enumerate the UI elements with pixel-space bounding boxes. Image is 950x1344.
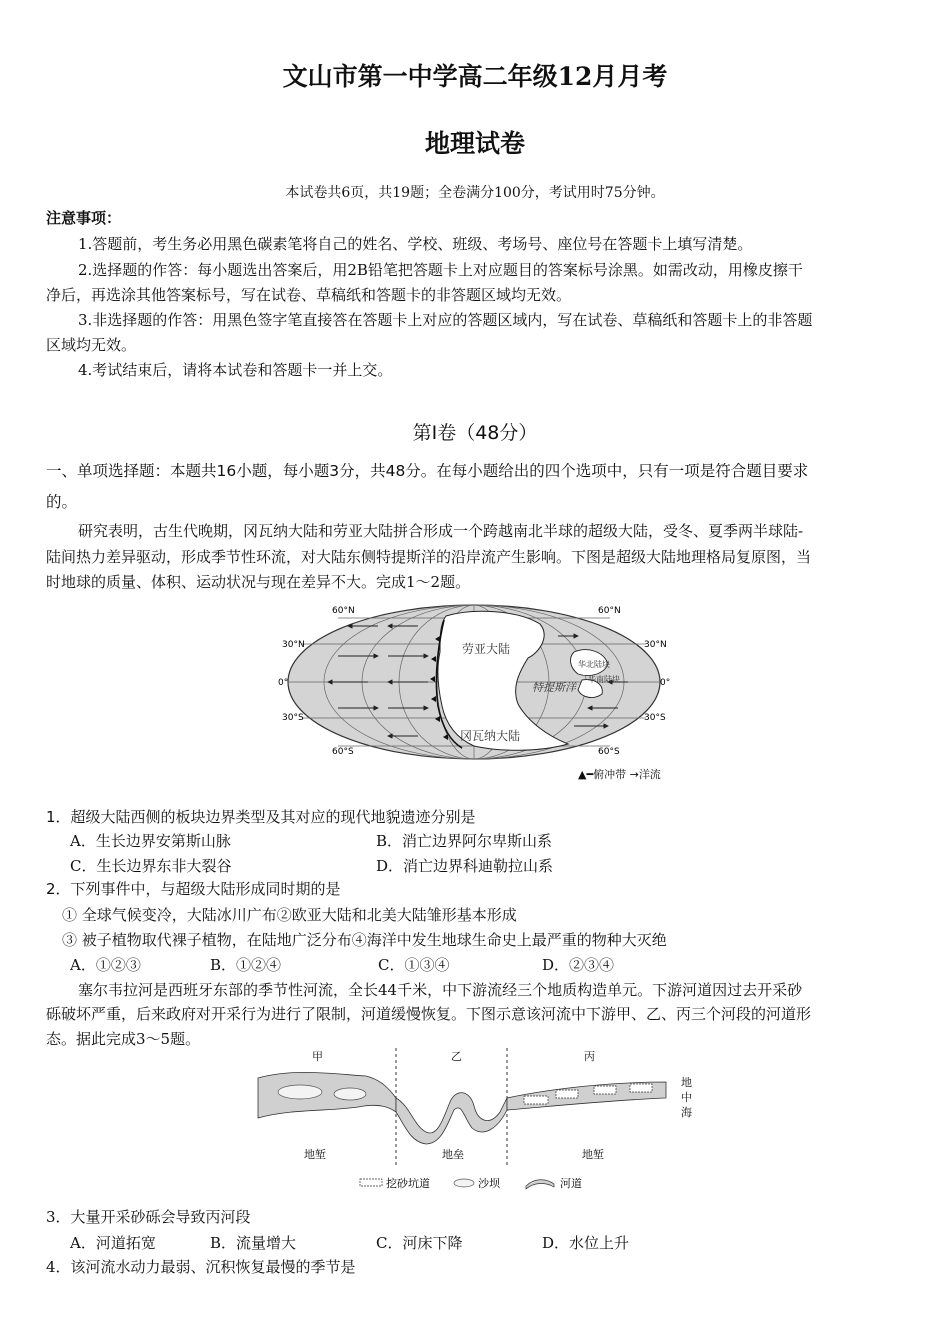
sand-pit [630, 1084, 652, 1092]
notice-item: 净后，再选涂其他答案标号，写在试卷、草稿纸和答题卡的非答题区域均无效。 [46, 286, 572, 304]
laurasia-label: 劳亚大陆 [462, 642, 511, 656]
question-stem: 2．下列事件中，与超级大陆形成同时期的是 [46, 880, 341, 898]
graben-label: 地堑 [304, 1148, 326, 1161]
q3-option-c[interactable]: C．河床下降 [376, 1234, 463, 1252]
q2-option-c[interactable]: C．①③④ [378, 956, 450, 974]
lat-label: 30°S [282, 713, 304, 723]
tethys-label: 特提斯洋 [532, 681, 576, 694]
question-stem: 1．超级大陆西侧的板块边界类型及其对应的现代地貌遗迹分别是 [46, 808, 476, 826]
pit-legend-icon [360, 1179, 382, 1186]
q2-option-d[interactable]: D．②③④ [542, 956, 615, 974]
thrust-legend-label: 俯冲带 [593, 768, 627, 781]
notice-heading: 注意事项： [46, 209, 122, 227]
lat-label: 60°N [332, 606, 355, 616]
lat-label: 0° [660, 678, 670, 688]
lat-label: 60°S [598, 747, 620, 757]
sand-bar [278, 1085, 322, 1099]
bar-legend-label: 沙坝 [478, 1177, 500, 1190]
passage-line: 时地球的质量、体积、运动状况与现在差异不大。完成1～2题。 [46, 573, 471, 591]
graben-label: 地堑 [582, 1148, 604, 1161]
segment-yi-label: 乙 [451, 1050, 462, 1063]
notice-item: 3.非选择题的作答：用黑色签字笔直接答在答题卡上对应的答题区域内，写在试卷、草稿纸和答题卡上的非答题 [78, 311, 813, 329]
lat-label: 0° [278, 678, 289, 688]
lat-label: 30°N [282, 640, 305, 650]
sand-pit [556, 1090, 578, 1098]
sea-label: 中 [681, 1091, 692, 1104]
north-china-label: 华北陆块 [578, 660, 610, 669]
sand-bar [334, 1088, 366, 1100]
passage-line: 态。据此完成3～5题。 [46, 1030, 201, 1048]
passage-line: 塞尔韦拉河是西班牙东部的季节性河流，全长44千米，中下游流经三个地质构造单元。下游河道因过去开采砂 [78, 981, 803, 999]
river-legend-label: 河道 [560, 1177, 582, 1190]
supercontinent-map [278, 596, 670, 760]
current-legend-icon: → [629, 768, 639, 781]
notice-item: 2.选择题的作答：每小题选出答案后，用2B铅笔把答题卡上对应题目的答案标号涂黑。如需改动，用橡皮擦干 [78, 261, 803, 279]
q3-option-d[interactable]: D．水位上升 [542, 1234, 630, 1252]
exam-title: 文山市第一中学高二年级12月月考 [282, 62, 668, 91]
notice-item: 1.答题前，考生务必用黑色碳素笔将自己的姓名、学校、班级、考场号、座位号在答题卡上填写清楚。 [78, 235, 753, 253]
lat-label: 60°N [598, 606, 621, 616]
exam-subtitle: 地理试卷 [424, 129, 525, 158]
sea-label: 地 [681, 1076, 692, 1089]
q2-option-b[interactable]: B．①②④ [210, 956, 282, 974]
segment-bing-label: 丙 [584, 1050, 595, 1063]
sea-label: 海 [681, 1106, 692, 1119]
lat-label: 30°N [644, 640, 667, 650]
river-legend-icon [526, 1180, 554, 1189]
section-title: 第Ⅰ卷（48分） [412, 422, 538, 444]
section-instruction: 一、单项选择题：本题共16小题，每小题3分，共48分。在每小题给出的四个选项中，只有一项是符合题目要求 [46, 462, 809, 480]
current-legend-label: 洋流 [638, 768, 661, 781]
exam-info: 本试卷共6页，共19题；全卷满分100分，考试用时75分钟。 [285, 185, 665, 201]
river-channel-yi [396, 1093, 507, 1144]
south-china-label: 华南陆块 [588, 675, 620, 684]
q1-option-c[interactable]: C．生长边界东非大裂谷 [70, 857, 232, 875]
question-stem: 3．大量开采砂砾会导致丙河段 [46, 1208, 251, 1226]
notice-item: 区域均无效。 [46, 336, 137, 354]
q1-option-d[interactable]: D．消亡边界科迪勒拉山系 [376, 857, 554, 875]
passage-line: 砾破坏严重，后来政府对开采行为进行了限制，河道缓慢恢复。下图示意该河流中下游甲、乙、丙三个河段的河道形 [46, 1005, 812, 1023]
river-channel-diagram [254, 1046, 704, 1196]
segment-jia-label: 甲 [312, 1050, 323, 1063]
gondwana-label: 冈瓦纳大陆 [460, 729, 521, 743]
q2-option-a[interactable]: A．①②③ [70, 956, 141, 974]
sand-pit [594, 1086, 616, 1094]
bar-legend-icon [454, 1179, 474, 1187]
notice-item: 4.考试结束后，请将本试卷和答题卡一并上交。 [78, 361, 393, 379]
q3-option-a[interactable]: A．河道拓宽 [70, 1234, 156, 1252]
pit-legend-label: 挖砂坑道 [386, 1177, 430, 1190]
passage-line: 陆间热力差异驱动，形成季节性环流，对大陆东侧特提斯洋的沿岸流产生影响。下图是超级大陆地理格局复原图，当 [46, 548, 812, 566]
lat-label: 30°S [644, 713, 666, 723]
question-stem: 4．该河流水动力最弱、沉积恢复最慢的季节是 [46, 1258, 356, 1276]
section-instruction: 的。 [46, 493, 78, 511]
thrust-legend-icon: ▲━ [578, 768, 594, 781]
q1-option-a[interactable]: A．生长边界安第斯山脉 [70, 832, 231, 850]
river-channel-jia [258, 1072, 396, 1118]
lat-label: 60°S [332, 747, 354, 757]
q1-option-b[interactable]: B．消亡边界阿尔卑斯山系 [376, 832, 553, 850]
q3-option-b[interactable]: B．流量增大 [210, 1234, 297, 1252]
passage-line: 研究表明，古生代晚期，冈瓦纳大陆和劳亚大陆拼合形成一个跨越南北半球的超级大陆，受冬、夏季两半球陆- [78, 522, 804, 540]
q2-statement: ③ 被子植物取代裸子植物，在陆地广泛分布④海洋中发生地球生命史上最严重的物种大灭绝 [62, 931, 667, 949]
sand-pit [524, 1096, 548, 1104]
q2-statement: ① 全球气候变冷，大陆冰川广布②欧亚大陆和北美大陆雏形基本形成 [62, 906, 517, 924]
horst-label: 地垒 [442, 1148, 464, 1161]
map1-legend [578, 766, 661, 782]
